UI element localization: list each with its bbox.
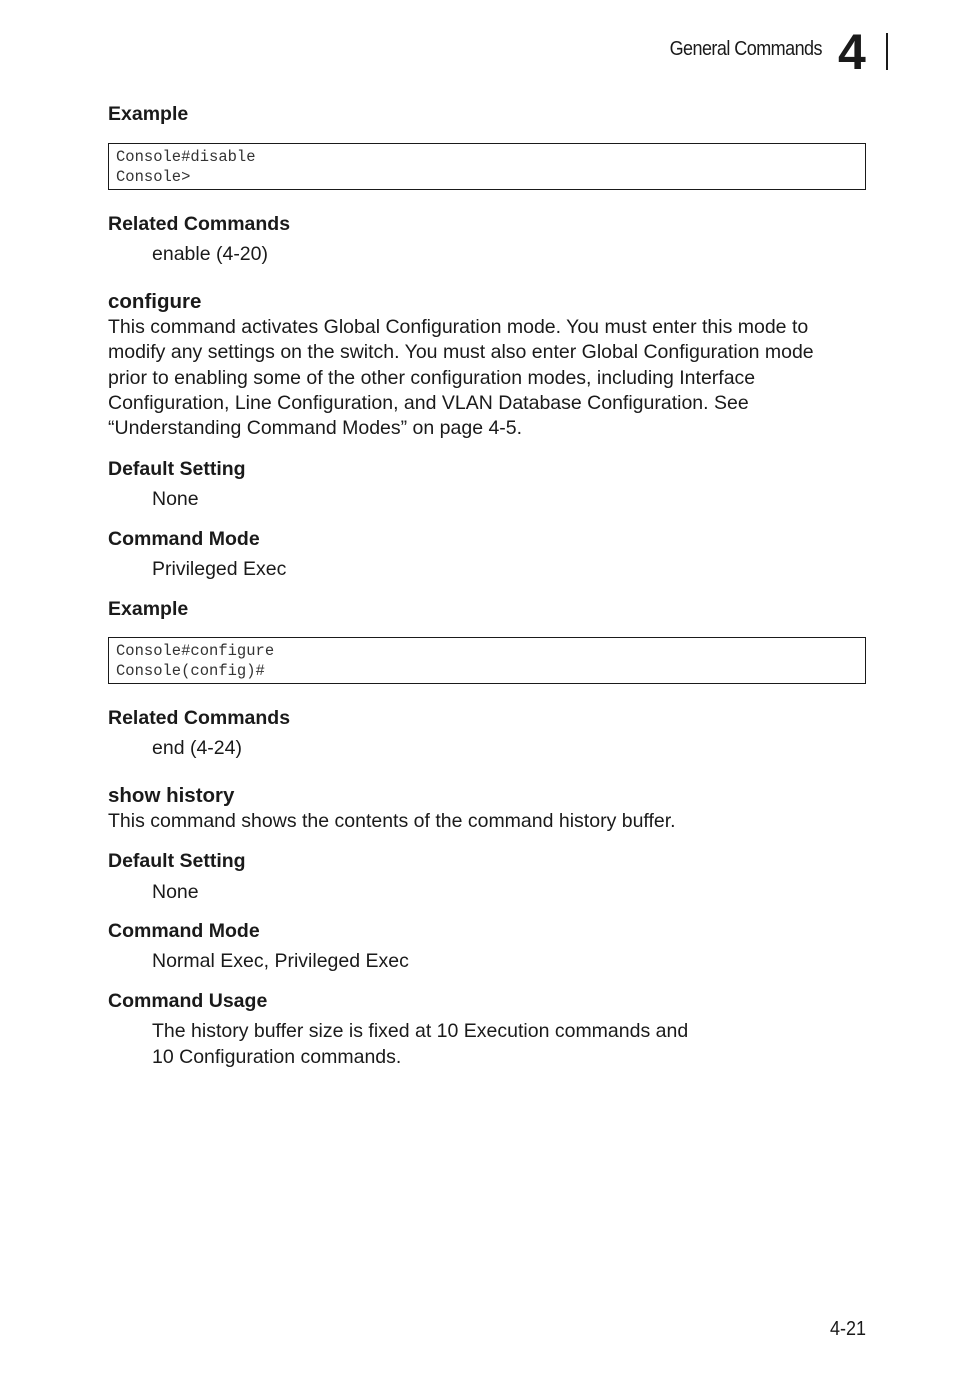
chapter-number: 4 bbox=[838, 24, 866, 80]
code-example-disable bbox=[108, 143, 866, 190]
description-line: “Understanding Command Modes” on page 4-5. bbox=[108, 417, 523, 440]
running-head: General Commands bbox=[669, 38, 822, 60]
description-line: This command activates Global Configuration mode. You must enter this mode to bbox=[108, 316, 809, 338]
command-title-show-history: show history bbox=[108, 784, 235, 807]
command-mode-heading: Command Mode bbox=[108, 920, 260, 942]
description-line: prior to enabling some of the other configuration modes, including Interface bbox=[108, 366, 756, 389]
related-commands-heading: Related Commands bbox=[108, 707, 291, 729]
related-commands-heading: Related Commands bbox=[108, 213, 291, 235]
example-heading: Example bbox=[108, 598, 189, 620]
related-commands-value: end (4-24) bbox=[152, 737, 242, 759]
code-line: Console(config)# bbox=[116, 661, 265, 680]
command-usage-heading: Command Usage bbox=[108, 990, 268, 1012]
command-mode-value: Privileged Exec bbox=[152, 558, 287, 580]
usage-line: 10 Configuration commands. bbox=[152, 1046, 402, 1068]
command-title-configure: configure bbox=[108, 290, 202, 313]
code-example-configure bbox=[108, 637, 866, 684]
command-description-show-history: This command shows the contents of the command history buffer. bbox=[108, 810, 676, 832]
code-line: Console#disable bbox=[116, 148, 256, 166]
page-number: 4-21 bbox=[829, 1318, 866, 1340]
command-mode-value: Normal Exec, Privileged Exec bbox=[152, 950, 409, 972]
code-line: Console> bbox=[116, 167, 191, 186]
default-setting-value: None bbox=[152, 488, 199, 510]
code-line: Console#configure bbox=[116, 642, 275, 660]
description-line: modify any settings on the switch. You must also enter Global Configuration mode bbox=[108, 341, 814, 364]
default-setting-heading: Default Setting bbox=[108, 458, 246, 480]
command-usage-text bbox=[152, 1018, 772, 1070]
usage-line: The history buffer size is fixed at 10 Execution commands and bbox=[152, 1020, 689, 1042]
description-line: Configuration, Line Configuration, and VLAN Database Configuration. See bbox=[108, 391, 749, 414]
example-heading: Example bbox=[108, 103, 189, 125]
chapter-rule bbox=[886, 33, 888, 70]
default-setting-heading: Default Setting bbox=[108, 850, 246, 872]
related-commands-value: enable (4-20) bbox=[152, 243, 268, 265]
command-description-configure bbox=[108, 315, 868, 441]
command-mode-heading: Command Mode bbox=[108, 528, 260, 550]
default-setting-value: None bbox=[152, 881, 199, 903]
